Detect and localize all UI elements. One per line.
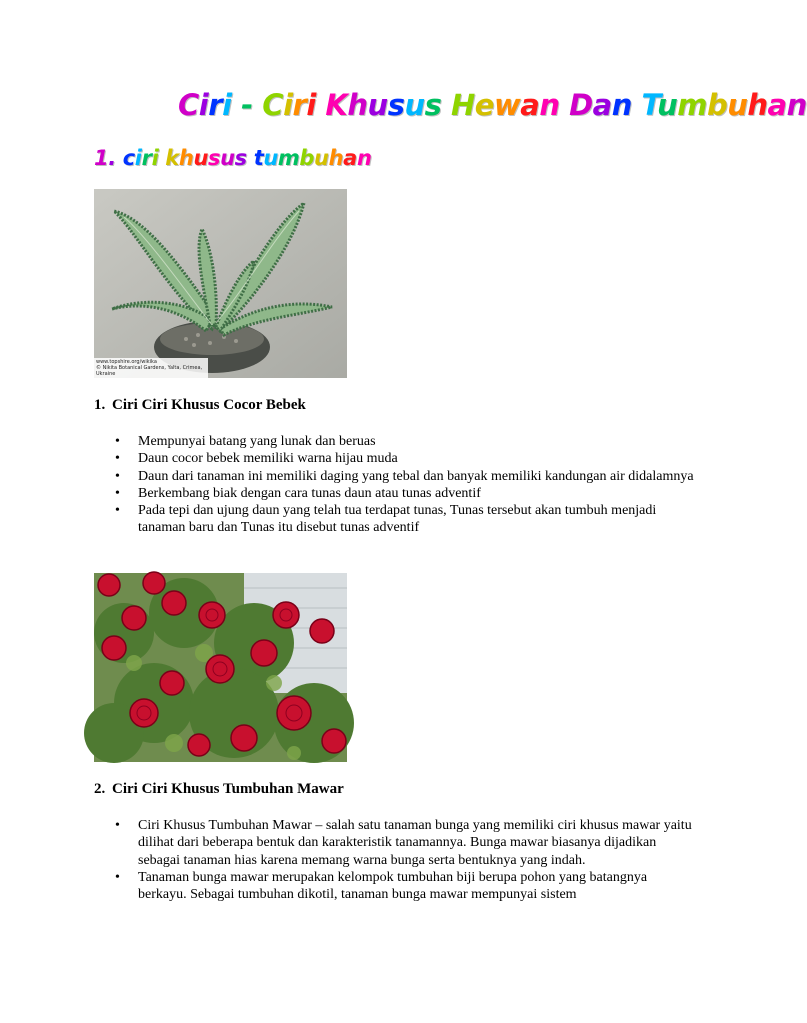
list-item-text: Pada tepi dan ujung daun yang telah tua terdapat tunas, Tunas tersebut akan tumbuh menjadi tanaman baru dan Tunas itu disebut tunas adventif (138, 503, 657, 536)
bullet-icon: • (115, 485, 120, 501)
cocor-bebek-photo (94, 189, 347, 378)
list-item (94, 468, 694, 485)
bullet-icon: • (115, 468, 120, 484)
list-item-text: Tanaman bunga mawar merupakan kelompok tumbuhan biji berupa pohon yang batangnya berkayu. Sebagai tumbuhan dikotil, tanaman bunga mawar mempunyai sistem (138, 869, 648, 903)
list-item (94, 817, 694, 869)
section-title: 1. ciri khusus tumbuhan (94, 146, 372, 170)
section-1-bullet-list (94, 433, 694, 537)
section-1-heading: 1. Ciri Ciri Khusus Cocor Bebek (94, 397, 306, 413)
bullet-icon: • (115, 434, 120, 449)
bullet-icon: • (115, 818, 120, 833)
list-item (94, 433, 694, 450)
bullet-icon: • (115, 869, 120, 885)
list-item (94, 485, 694, 502)
list-item (94, 869, 694, 904)
list-item-text: Daun dari tanaman ini memiliki daging yang tebal dan banyak memiliki kandungan air didalamnya (138, 468, 694, 484)
list-item (94, 450, 694, 467)
list-item-text: Berkembang biak dengan cara tunas daun atau tunas adventif (138, 485, 481, 501)
list-item-text: Mempunyai batang yang lunak dan beruas (138, 434, 376, 449)
photo-caption: www.topshire.org/wikika © Nikita Botanical Gardens, Yalta, Crimea, Ukraine (94, 358, 208, 378)
rose-bush-photo (94, 573, 347, 762)
bullet-icon: • (115, 451, 120, 467)
section-2-heading: 2. Ciri Ciri Khusus Tumbuhan Mawar (94, 781, 344, 797)
list-item (94, 502, 694, 537)
list-item-text: Daun cocor bebek memiliki warna hijau muda (138, 451, 398, 467)
section-2-bullet-list (94, 817, 694, 903)
bullet-icon: • (115, 503, 120, 519)
list-item-text: Ciri Khusus Tumbuhan Mawar – salah satu tanaman bunga yang memiliki ciri khusus mawar yaitu dilihat dari beberapa bentuk dan karakteristik tanamannya. Bunga mawar biasanya dijadikan sebagai tanaman hias karena memang warna bunga serta bentuknya yang indah. (138, 818, 692, 868)
page-title: Ciri - Ciri Khusus Hewan Dan Tumbuhan (178, 88, 807, 122)
